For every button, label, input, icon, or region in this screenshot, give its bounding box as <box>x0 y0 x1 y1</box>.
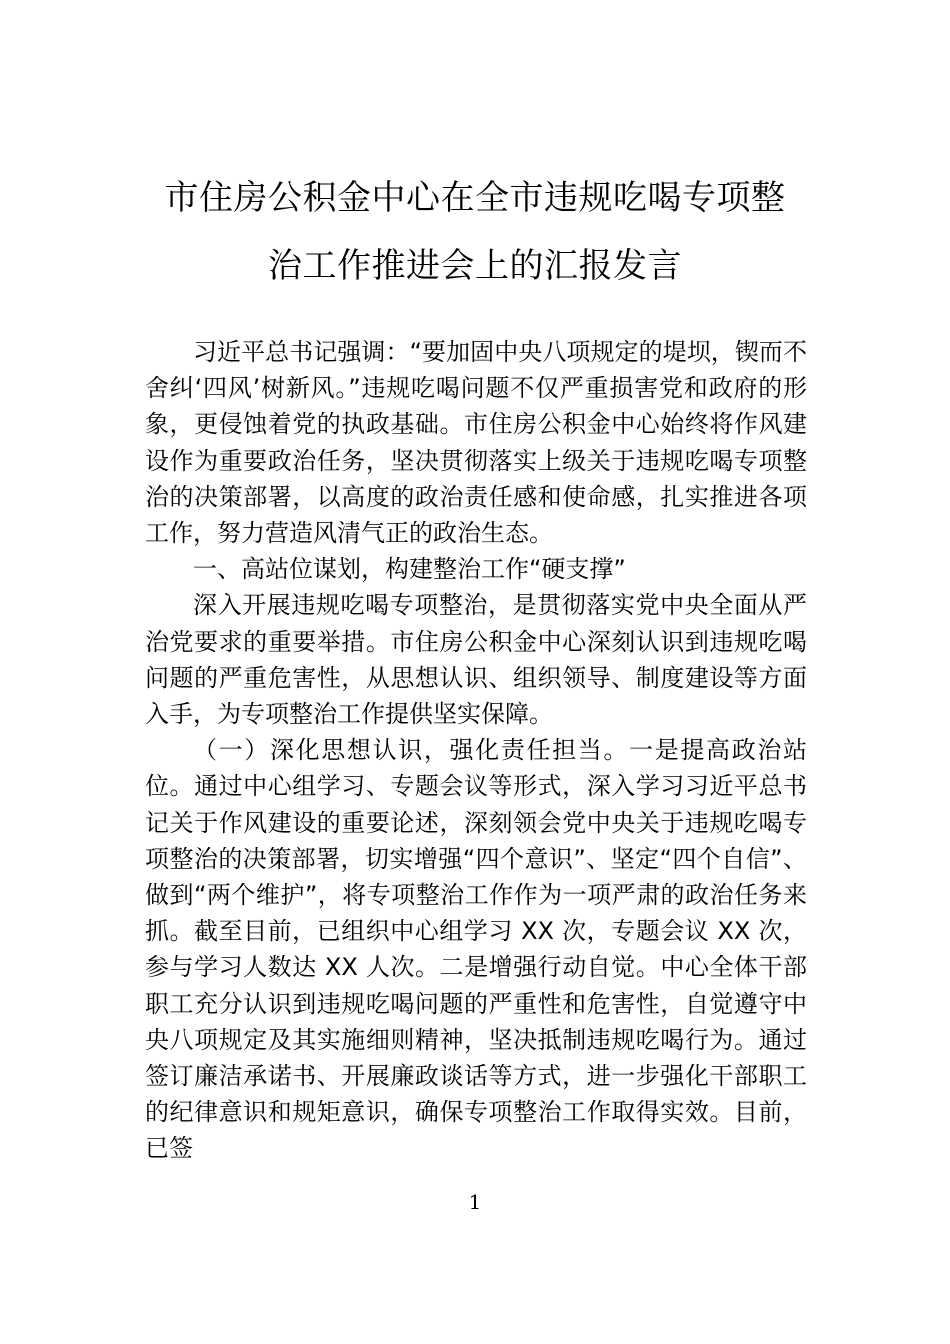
document-body <box>145 334 807 1167</box>
document-title-line-1: 市住房公积金中心在全市违规吃喝专项整 <box>164 178 786 218</box>
paragraph-subsection-1: （一）深化思想认识，强化责任担当。一是提高政治站位。通过中心组学习、专题会议等形式，深入学习习近平总书记关于作风建设的重要论述，深刻领会党中央关于违规吃喝专项整治的决策部署，切实增强“四个意识”、坚定“四个自信”、做到“两个维护”，将专项整治工作作为一项严肃的政治任务来抓。截至目前，已组织中心组学习 XX 次，专题会议 XX 次，参与学习人数达 XX 人次。二是增强行动自觉。中心全体干部职工充分认识到违规吃喝问题的严重性和危害性，自觉遵守中央八项规定及其实施细则精神，坚决抵制违规吃喝行为。通过签订廉洁承诺书、开展廉政谈话等方式，进一步强化干部职工的纪律意识和规矩意识，确保专项整治工作取得实效。目前，已签 <box>145 736 807 1163</box>
paragraph-intro: 习近平总书记强调：“要加固中央八项规定的堤坝，锲而不舍纠‘四风’树新风。”违规吃喝问题不仅严重损害党和政府的形象，更侵蚀着党的执政基础。市住房公积金中心始终将作风建设作为重要政治任务，坚决贯彻落实上级关于违规吃喝专项整治的决策部署，以高度的政治责任感和使命感，扎实推进各项工作，努力营造风清气正的政治生态。 <box>145 338 807 548</box>
document-title-line-2: 治工作推进会上的汇报发言 <box>268 246 682 286</box>
section-heading-1: 一、高站位谋划，构建整治工作“硬支撑” <box>193 555 626 584</box>
page-number: 1 <box>468 1190 482 1214</box>
paragraph-section-1-intro: 深入开展违规吃喝专项整治，是贯彻落实党中央全面从严治党要求的重要举措。市住房公积金中心深刻认识到违规吃喝问题的严重危害性，从思想认识、组织领导、制度建设等方面入手，为专项整治工作提供坚实保障。 <box>145 591 807 729</box>
